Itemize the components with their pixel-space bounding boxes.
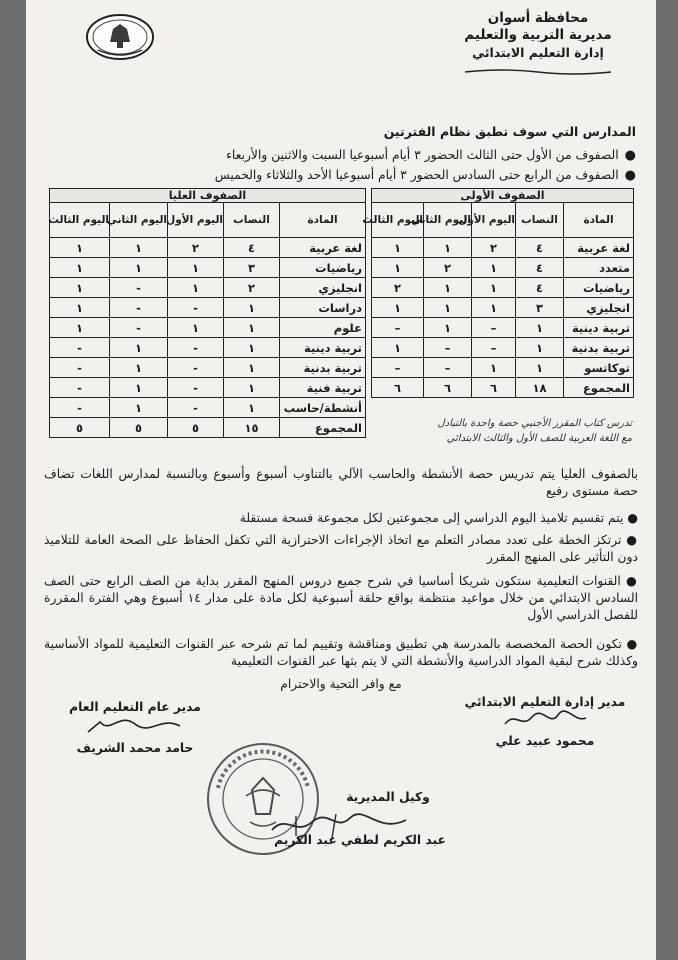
value-cell: ١ (224, 398, 280, 418)
value-cell: ١ (168, 318, 224, 338)
value-cell: ٤ (224, 238, 280, 258)
governorate-name: محافظة أسوان (487, 10, 589, 26)
bullet-icon: ● (624, 168, 636, 183)
handwritten-line: مع اللغة العربية للصف الأول والثالث الابتدائي (446, 433, 632, 444)
document-page (26, 0, 656, 960)
value-cell: - (168, 358, 224, 378)
value-cell: ٣ (224, 258, 280, 278)
value-cell: ١ (49, 318, 109, 338)
value-cell: ١ (110, 338, 168, 358)
column-header: النصاب (516, 203, 564, 238)
value-cell: - (49, 398, 109, 418)
value-cell: ١ (424, 238, 472, 258)
table-row (371, 338, 633, 358)
value-cell: ١ (110, 378, 168, 398)
value-cell: ٢ (224, 278, 280, 298)
column-header: اليوم الثاني (110, 203, 168, 238)
value-cell: ١ (472, 298, 516, 318)
handwritten-line: تدرس كتاب المقرر الأجنبي حصة واحدة بالتبادل (437, 418, 632, 429)
value-cell: - (168, 398, 224, 418)
value-cell: ١ (49, 238, 109, 258)
value-cell: ١ (371, 258, 423, 278)
value-cell: ٢ (168, 238, 224, 258)
table-row (371, 318, 633, 338)
column-header: اليوم الأول (472, 203, 516, 238)
value-cell: ١ (224, 358, 280, 378)
subject-cell: متعدد (564, 258, 634, 278)
value-cell: - (110, 298, 168, 318)
value-cell: – (424, 338, 472, 358)
table-row (49, 238, 365, 258)
value-cell: ١ (516, 338, 564, 358)
handwritten-note (418, 416, 632, 446)
table-row (371, 258, 633, 278)
value-cell: ٥ (110, 418, 168, 438)
letterhead (438, 10, 638, 80)
bullet-icon: ● (624, 148, 636, 163)
table-row (49, 278, 365, 298)
subject-cell: أنشطة/حاسب (280, 398, 366, 418)
value-cell: ١ (110, 238, 168, 258)
column-header: اليوم الأول (168, 203, 224, 238)
value-cell: ٥ (168, 418, 224, 438)
closing-greeting: مع وافر التحية والاحترام (280, 677, 402, 691)
table-row (49, 298, 365, 318)
signature-name: حامد محمد الشريف (76, 741, 194, 755)
value-cell: ١ (168, 258, 224, 278)
subject-cell: رياضيات (280, 258, 366, 278)
value-cell: - (168, 338, 224, 358)
subject-cell: لغة عربية (280, 238, 366, 258)
value-cell: ٤ (516, 258, 564, 278)
lower-grades-table (362, 188, 634, 398)
value-cell: ١ (224, 298, 280, 318)
deputy-name: عبد الكريم لطفي عبد الكريم (274, 833, 446, 847)
signature-name: محمود عبيد علي (495, 734, 595, 748)
value-cell: ١ (516, 318, 564, 338)
table-row (49, 318, 365, 338)
value-cell: - (49, 338, 109, 358)
table-row (371, 358, 633, 378)
signature-primary-director (450, 695, 640, 748)
value-cell: ١ (110, 258, 168, 278)
column-header: المادة (280, 203, 366, 238)
point-educational-channels: ● القنوات التعليمية ستكون شريكا أساسيا في شرح جميع دروس المنهج المقرر بداية من الصف الرابع حتى الصف السادس الابتدائي من خلال مواعيد منتظمة بواقع حلقة أسبوعية لكل مادة على مدار ١٤ أسبوع وهي الفترة المقررة للفصل الدراسي الأول (44, 574, 638, 622)
column-header: النصاب (224, 203, 280, 238)
value-cell: - (49, 378, 109, 398)
subject-cell: المجموع (564, 378, 634, 398)
subject-cell: المجموع (280, 418, 366, 438)
handwritten-signature (500, 709, 590, 731)
table-row (49, 258, 365, 278)
value-cell: ١٥ (224, 418, 280, 438)
value-cell: ٢ (424, 258, 472, 278)
subject-cell: تربية دينية (280, 338, 366, 358)
subject-cell: علوم (280, 318, 366, 338)
value-cell: ١ (472, 278, 516, 298)
value-cell: ٢ (371, 278, 423, 298)
signature-general-director (50, 700, 220, 755)
value-cell: ١ (110, 358, 168, 378)
value-cell: ١ (516, 358, 564, 378)
column-header: اليوم الثاني (424, 203, 472, 238)
value-cell: ١ (49, 258, 109, 278)
bullet-upper-grades: ●الصفوف من الرابع حتى السادس الحضور ٣ أيام أسبوعيا الأحد والثلاثاء والخميس (214, 168, 636, 183)
subject-cell: تربية فنية (280, 378, 366, 398)
bullet-lower-grades: ●الصفوف من الأول حتى الثالث الحضور ٣ أيام أسبوعيا السبت والاثنين والأربعاء (226, 148, 636, 163)
table-row (49, 418, 365, 438)
value-cell: ٥ (49, 418, 109, 438)
table-row (371, 278, 633, 298)
value-cell: ١ (371, 298, 423, 318)
directorate-name: مديرية التربية والتعليم (464, 27, 612, 43)
upper-grades-note: بالصفوف العليا يتم تدريس حصة الأنشطة والحاسب الآلي بالتناوب أسبوع وأسبوع وبالنسبة لمدارس اللغات تضاف حصة مستوى رفيع (44, 467, 638, 498)
value-cell: ١ (472, 258, 516, 278)
value-cell: ١ (49, 278, 109, 298)
value-cell: ١ (424, 318, 472, 338)
table-row (371, 238, 633, 258)
upper-grades-table (49, 188, 366, 438)
value-cell: - (49, 358, 109, 378)
bullet-icon: ● (623, 511, 638, 525)
value-cell: ١ (371, 338, 423, 358)
signature-title: مدير إدارة التعليم الابتدائي (464, 695, 626, 709)
subject-cell: تربية بدنية (280, 358, 366, 378)
value-cell: – (472, 318, 516, 338)
table-row (49, 398, 365, 418)
value-cell: ٤ (516, 278, 564, 298)
column-header: اليوم الثالث (371, 203, 423, 238)
table-row (49, 358, 365, 378)
point-learning-sources: ● ترتكز الخطة على تعدد مصادر التعلم مع اتخاذ الإجراءات الاحترازية التي تكفل الحفاظ على الصحة العامة للتلاميذ دون التأثير على المنهج المقرر (44, 533, 638, 564)
value-cell: ١ (371, 238, 423, 258)
value-cell: ١ (168, 278, 224, 298)
bullet-icon: ● (621, 637, 638, 651)
header-ornament (463, 68, 613, 76)
column-header: المادة (564, 203, 634, 238)
subject-cell: انجليزي (564, 298, 634, 318)
subject-cell: انجليزي (280, 278, 366, 298)
value-cell: – (472, 338, 516, 358)
subject-cell: توكاتسو (564, 358, 634, 378)
signature-title: مدير عام التعليم العام (69, 700, 201, 714)
value-cell: ١ (472, 358, 516, 378)
column-header: اليوم الثالث (49, 203, 109, 238)
value-cell: – (424, 358, 472, 378)
value-cell: ٦ (371, 378, 423, 398)
point-groups: ● يتم تقسيم تلاميذ اليوم الدراسي إلى مجموعتين لكل مجموعة فسحة مستقلة (239, 511, 638, 525)
table-row (371, 378, 633, 398)
subject-cell: دراسات (280, 298, 366, 318)
bullet-icon: ● (621, 533, 638, 547)
value-cell: ٣ (516, 298, 564, 318)
value-cell: ١ (49, 298, 109, 318)
value-cell: - (168, 378, 224, 398)
value-cell: ١ (224, 338, 280, 358)
subject-cell: لغة عربية (564, 238, 634, 258)
bullet-icon: ● (620, 574, 638, 588)
ministry-logo (84, 12, 156, 62)
point-school-session: ● تكون الحصة المخصصة بالمدرسة هي تطبيق ومناقشة وتقييم لما تم شرحه عبر القنوات التعليمية للمواد الأساسية وكذلك شرح لبقية المواد الدراسية والأنشطة التي لا يتم بثها عبر القنوات التعليمية (44, 637, 638, 668)
subject-cell: تربية بدنية (564, 338, 634, 358)
value-cell: – (371, 318, 423, 338)
table-row (371, 298, 633, 318)
handwritten-signature (80, 714, 190, 738)
value-cell: - (110, 318, 168, 338)
value-cell: ١٨ (516, 378, 564, 398)
value-cell: ١ (224, 318, 280, 338)
value-cell: ٢ (472, 238, 516, 258)
value-cell: - (110, 278, 168, 298)
value-cell: ٦ (424, 378, 472, 398)
value-cell: ١ (224, 378, 280, 398)
administration-name: إدارة التعليم الابتدائي (472, 45, 604, 60)
value-cell: ١ (110, 398, 168, 418)
table-row (49, 378, 365, 398)
schools-heading: المدارس التي سوف تطبق نظام الفترتين (383, 124, 636, 139)
value-cell: ٤ (516, 238, 564, 258)
deputy-title: وكيل المديرية (346, 790, 430, 804)
value-cell: - (168, 298, 224, 318)
value-cell: ١ (424, 298, 472, 318)
subject-cell: تربية دينية (564, 318, 634, 338)
subject-cell: رياضيات (564, 278, 634, 298)
lower-grades-title: الصفوف الأولى (371, 189, 633, 203)
value-cell: ٦ (472, 378, 516, 398)
value-cell: – (371, 358, 423, 378)
upper-grades-title: الصفوف العليا (49, 189, 365, 203)
value-cell: ١ (424, 278, 472, 298)
table-row (49, 338, 365, 358)
